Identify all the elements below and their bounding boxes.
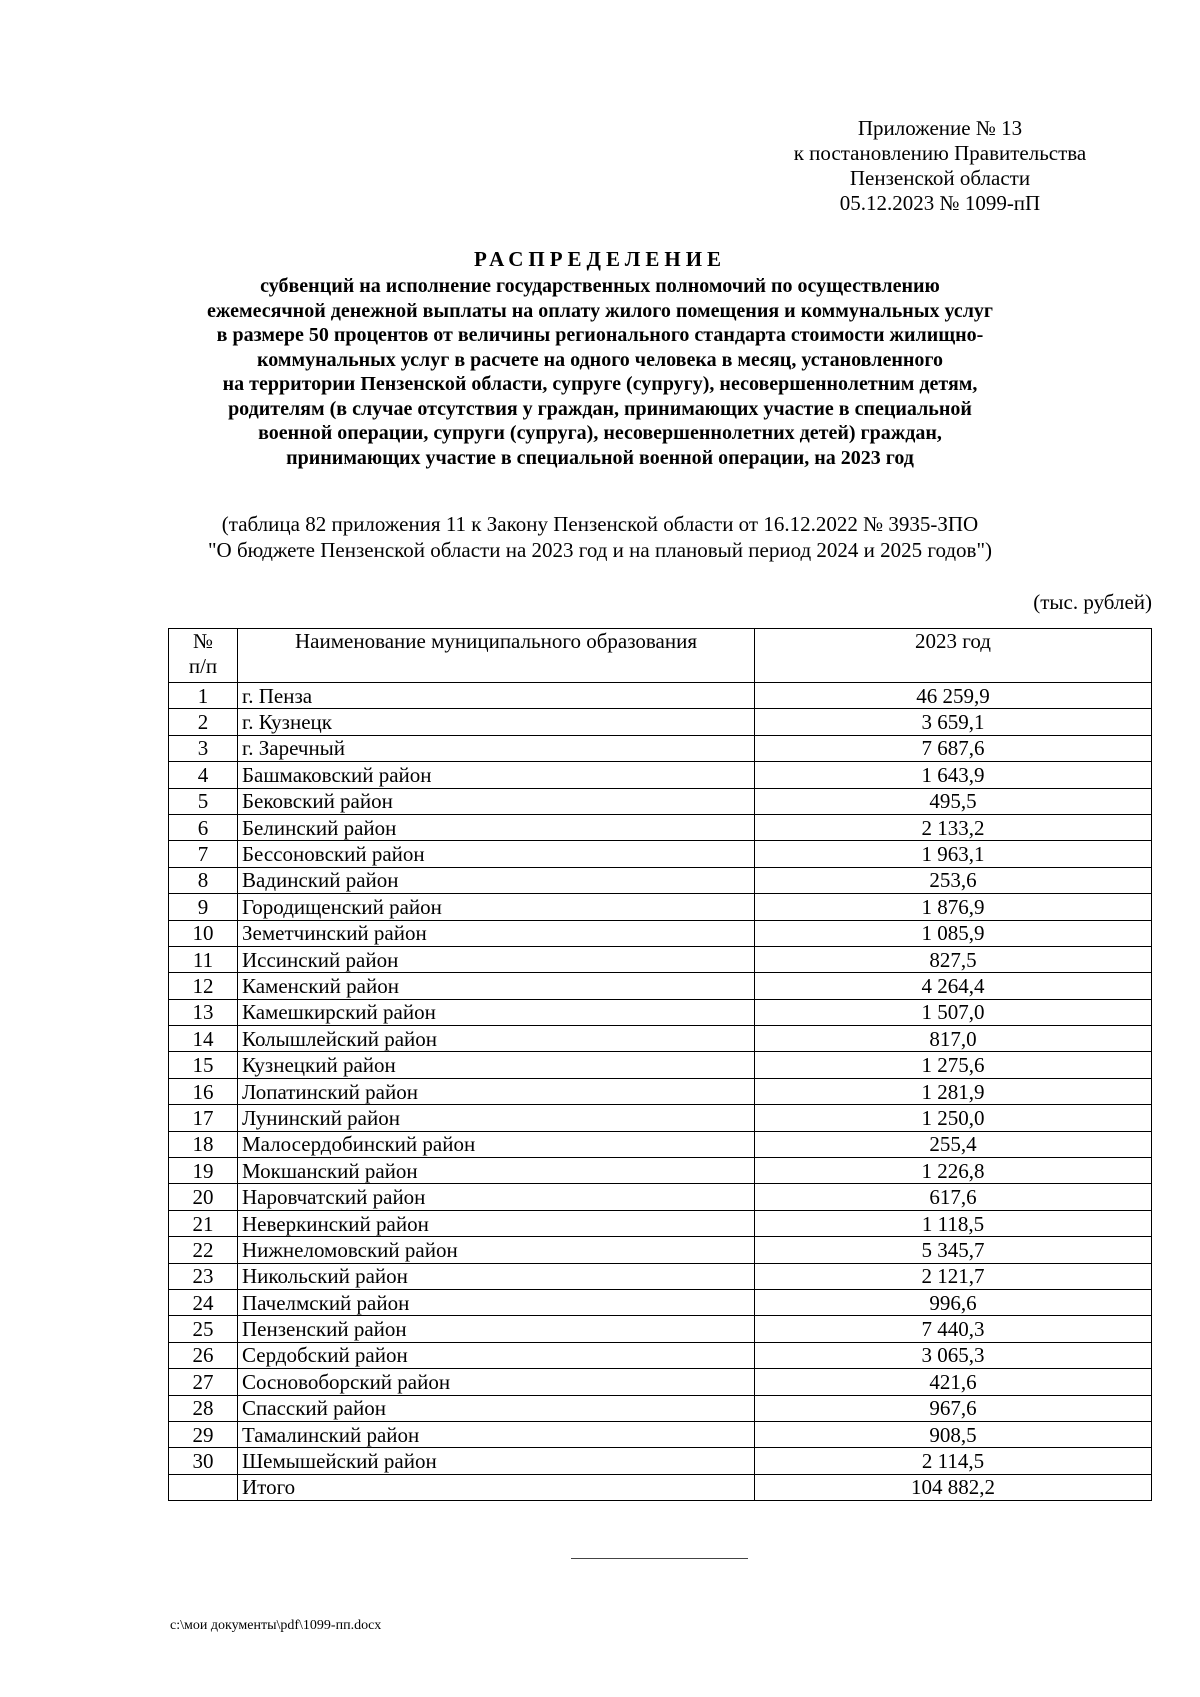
annex-region: Пензенской области xyxy=(849,166,1031,190)
table-row xyxy=(169,1131,1152,1157)
row-number: 18 xyxy=(169,1131,238,1157)
row-municipality: Малосердобинский район xyxy=(238,1131,755,1157)
table-row xyxy=(169,1448,1152,1474)
row-municipality: Лунинский район xyxy=(238,1105,755,1131)
table-row xyxy=(169,1342,1152,1368)
row-number: 11 xyxy=(169,946,238,972)
row-number: 30 xyxy=(169,1448,238,1474)
row-number: 15 xyxy=(169,1052,238,1078)
row-number: 10 xyxy=(169,920,238,946)
table-row xyxy=(169,841,1152,867)
row-amount: 5 345,7 xyxy=(755,1237,1152,1263)
footer-file-path: c:\мои документы\pdf\1099-пп.docx xyxy=(170,1618,382,1633)
annex-reference: к постановлению Правительства xyxy=(793,141,1087,165)
subtitle-line: родителям (в случае отсутствия у граждан, принимающих участие в специальной xyxy=(228,397,972,420)
table-row xyxy=(169,1316,1152,1342)
row-municipality: Колышлейский район xyxy=(238,1026,755,1052)
subtitle-line: военной операции, супруги (супруга), несовершеннолетних детей) граждан, xyxy=(258,422,942,444)
table-row xyxy=(169,973,1152,999)
document-subtitle xyxy=(150,274,1050,470)
header-number-symbol: № xyxy=(192,629,214,653)
row-number: 6 xyxy=(169,814,238,840)
row-number: 22 xyxy=(169,1237,238,1263)
row-municipality: Тамалинский район xyxy=(238,1421,755,1447)
row-amount: 908,5 xyxy=(755,1421,1152,1447)
row-municipality: Башмаковский район xyxy=(238,762,755,788)
table-row xyxy=(169,814,1152,840)
row-number: 24 xyxy=(169,1289,238,1315)
row-municipality: Никольский район xyxy=(238,1263,755,1289)
row-municipality: Бессоновский район xyxy=(238,841,755,867)
row-municipality: Лопатинский район xyxy=(238,1078,755,1104)
units-label: (тыс. рублей) xyxy=(1033,590,1152,614)
row-number: 14 xyxy=(169,1026,238,1052)
row-amount: 7 687,6 xyxy=(755,735,1152,761)
table-row xyxy=(169,1237,1152,1263)
table-row xyxy=(169,683,1152,709)
row-number: 5 xyxy=(169,788,238,814)
table-row xyxy=(169,735,1152,761)
row-number: 27 xyxy=(169,1369,238,1395)
row-amount: 967,6 xyxy=(755,1395,1152,1421)
table-row xyxy=(169,920,1152,946)
row-municipality: Камешкирский район xyxy=(238,999,755,1025)
row-number: 29 xyxy=(169,1421,238,1447)
annex-block xyxy=(790,116,1090,216)
row-municipality: Пензенский район xyxy=(238,1316,755,1342)
subtitle-line: ежемесячной денежной выплаты на оплату жилого помещения и коммунальных услуг xyxy=(206,299,994,322)
table-row xyxy=(169,1263,1152,1289)
row-municipality: г. Кузнецк xyxy=(238,709,755,735)
table-row xyxy=(169,999,1152,1025)
table-row xyxy=(169,1105,1152,1131)
row-amount: 46 259,9 xyxy=(755,683,1152,709)
row-municipality: Земетчинский район xyxy=(238,920,755,946)
row-number xyxy=(169,1474,238,1500)
row-amount: 1 250,0 xyxy=(755,1105,1152,1131)
end-divider xyxy=(571,1558,748,1559)
table-row xyxy=(169,867,1152,893)
table-row xyxy=(169,1078,1152,1104)
header-number xyxy=(169,629,238,683)
row-number: 19 xyxy=(169,1158,238,1184)
row-municipality: г. Пенза xyxy=(238,683,755,709)
source-reference xyxy=(150,511,1050,563)
row-amount: 1 643,9 xyxy=(755,762,1152,788)
table-row xyxy=(169,1158,1152,1184)
row-amount: 996,6 xyxy=(755,1289,1152,1315)
row-municipality: Спасский район xyxy=(238,1395,755,1421)
document-title: РАСПРЕДЕЛЕНИЕ xyxy=(473,247,727,271)
row-amount: 2 114,5 xyxy=(755,1448,1152,1474)
row-municipality: Каменский район xyxy=(238,973,755,999)
row-number: 20 xyxy=(169,1184,238,1210)
row-municipality: Неверкинский район xyxy=(238,1210,755,1236)
row-municipality: Наровчатский район xyxy=(238,1184,755,1210)
table-row xyxy=(169,1421,1152,1447)
row-amount: 104 882,2 xyxy=(755,1474,1152,1500)
row-municipality: Городищенский район xyxy=(238,894,755,920)
row-number: 23 xyxy=(169,1263,238,1289)
row-amount: 1 876,9 xyxy=(755,894,1152,920)
row-number: 1 xyxy=(169,683,238,709)
row-amount: 1 963,1 xyxy=(755,841,1152,867)
row-number: 17 xyxy=(169,1105,238,1131)
row-amount: 1 281,9 xyxy=(755,1078,1152,1104)
row-municipality: Вадинский район xyxy=(238,867,755,893)
row-number: 8 xyxy=(169,867,238,893)
row-amount: 495,5 xyxy=(755,788,1152,814)
table-row xyxy=(169,1184,1152,1210)
subtitle-line: принимающих участие в специальной военной операции, на 2023 год xyxy=(286,446,914,469)
table-row xyxy=(169,1210,1152,1236)
row-amount: 255,4 xyxy=(755,1131,1152,1157)
subtitle-line: субвенций на исполнение государственных полномочий по осуществлению xyxy=(260,275,940,297)
table-row xyxy=(169,946,1152,972)
table-row xyxy=(169,1369,1152,1395)
row-amount: 1 085,9 xyxy=(755,920,1152,946)
row-amount: 421,6 xyxy=(755,1369,1152,1395)
row-amount: 3 065,3 xyxy=(755,1342,1152,1368)
row-number: 13 xyxy=(169,999,238,1025)
row-number: 2 xyxy=(169,709,238,735)
row-municipality: Итого xyxy=(238,1474,755,1500)
table-row xyxy=(169,788,1152,814)
row-amount: 3 659,1 xyxy=(755,709,1152,735)
row-municipality: Сердобский район xyxy=(238,1342,755,1368)
row-number: 9 xyxy=(169,894,238,920)
header-municipality: Наименование муниципального образования xyxy=(238,629,755,683)
table-row xyxy=(169,894,1152,920)
table-row xyxy=(169,1052,1152,1078)
row-amount: 1 226,8 xyxy=(755,1158,1152,1184)
table-row xyxy=(169,709,1152,735)
row-municipality: г. Заречный xyxy=(238,735,755,761)
row-number: 12 xyxy=(169,973,238,999)
row-amount: 617,6 xyxy=(755,1184,1152,1210)
row-amount: 1 118,5 xyxy=(755,1210,1152,1236)
row-municipality: Кузнецкий район xyxy=(238,1052,755,1078)
row-number: 16 xyxy=(169,1078,238,1104)
row-number: 21 xyxy=(169,1210,238,1236)
row-number: 28 xyxy=(169,1395,238,1421)
row-number: 4 xyxy=(169,762,238,788)
row-amount: 2 133,2 xyxy=(755,814,1152,840)
header-year: 2023 год xyxy=(755,629,1152,683)
row-municipality: Сосновоборский район xyxy=(238,1369,755,1395)
row-municipality: Шемышейский район xyxy=(238,1448,755,1474)
row-number: 7 xyxy=(169,841,238,867)
annex-number: Приложение № 13 xyxy=(857,116,1023,140)
row-amount: 7 440,3 xyxy=(755,1316,1152,1342)
row-municipality: Пачелмский район xyxy=(238,1289,755,1315)
row-municipality: Иссинский район xyxy=(238,946,755,972)
table-row xyxy=(169,1026,1152,1052)
subtitle-line: коммунальных услуг в расчете на одного человека в месяц, установленного xyxy=(257,348,943,371)
row-amount: 253,6 xyxy=(755,867,1152,893)
row-amount: 1 507,0 xyxy=(755,999,1152,1025)
table-row xyxy=(169,762,1152,788)
row-amount: 2 121,7 xyxy=(755,1263,1152,1289)
table-row xyxy=(169,1395,1152,1421)
row-number: 25 xyxy=(169,1316,238,1342)
distribution-table xyxy=(168,628,1152,1501)
subtitle-line: в размере 50 процентов от величины регионального стандарта стоимости жилищно- xyxy=(216,324,984,346)
row-amount: 4 264,4 xyxy=(755,973,1152,999)
subtitle-line: на территории Пензенской области, супруге (супругу), несовершеннолетним детям, xyxy=(222,373,978,395)
row-number: 3 xyxy=(169,735,238,761)
table-row xyxy=(169,1289,1152,1315)
row-municipality: Нижнеломовский район xyxy=(238,1237,755,1263)
row-municipality: Мокшанский район xyxy=(238,1158,755,1184)
row-amount: 817,0 xyxy=(755,1026,1152,1052)
header-number-abbr: п/п xyxy=(188,654,218,678)
table-total-row xyxy=(169,1474,1152,1500)
row-amount: 827,5 xyxy=(755,946,1152,972)
source-line: (таблица 82 приложения 11 к Закону Пензенской области от 16.12.2022 № 3935-ЗПО xyxy=(221,512,979,536)
row-municipality: Белинский район xyxy=(238,814,755,840)
row-amount: 1 275,6 xyxy=(755,1052,1152,1078)
row-municipality: Бековский район xyxy=(238,788,755,814)
row-number: 26 xyxy=(169,1342,238,1368)
source-line: "О бюджете Пензенской области на 2023 год и на плановый период 2024 и 2025 годов") xyxy=(207,538,993,562)
annex-date: 05.12.2023 № 1099-пП xyxy=(839,191,1041,215)
table-header-row xyxy=(169,629,1152,683)
